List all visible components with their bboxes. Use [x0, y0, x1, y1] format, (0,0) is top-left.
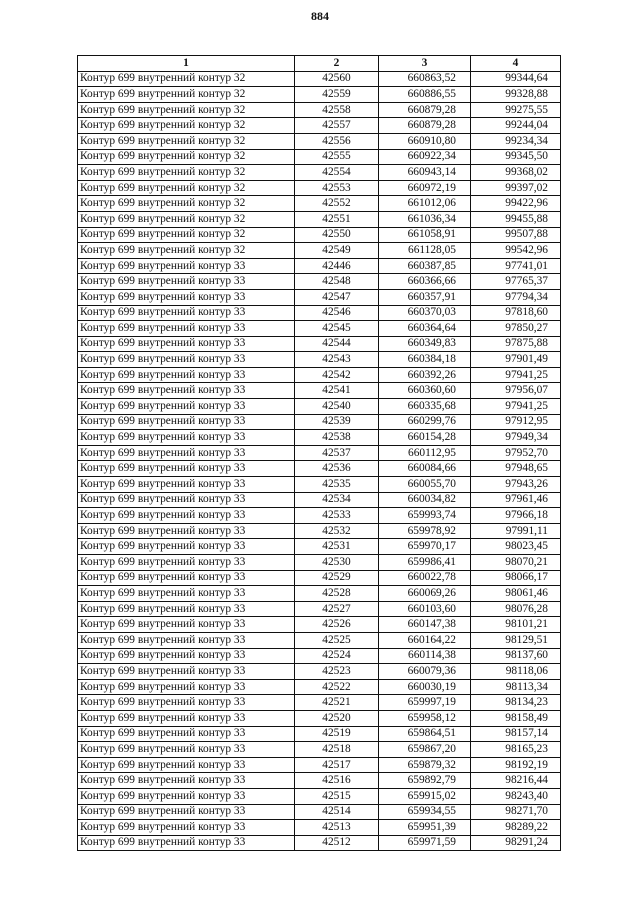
coordinate-y-cell: 99507,88: [471, 227, 561, 243]
table-row: [78, 679, 561, 695]
coordinate-y-cell: 99455,88: [471, 211, 561, 227]
contour-name-cell: Контур 699 внутренний контур 33: [78, 414, 295, 430]
coordinate-x-cell: 661036,34: [379, 211, 471, 227]
coordinate-y-cell: 99344,64: [471, 71, 561, 87]
coordinate-x-cell: 660349,83: [379, 336, 471, 352]
column-header: 3: [379, 56, 471, 72]
table-row: [78, 508, 561, 524]
table-row: [78, 710, 561, 726]
table-row: [78, 695, 561, 711]
coordinate-x-cell: 659892,79: [379, 773, 471, 789]
point-number-cell: 42537: [295, 445, 379, 461]
table-row: [78, 664, 561, 680]
point-number-cell: 42516: [295, 773, 379, 789]
coordinate-y-cell: 98101,21: [471, 617, 561, 633]
contour-name-cell: Контур 699 внутренний контур 33: [78, 742, 295, 758]
table-row: [78, 258, 561, 274]
table-row: [78, 243, 561, 259]
point-number-cell: 42550: [295, 227, 379, 243]
contour-name-cell: Контур 699 внутренний контур 33: [78, 445, 295, 461]
point-number-cell: 42530: [295, 555, 379, 571]
coordinate-y-cell: 98066,17: [471, 570, 561, 586]
point-number-cell: 42513: [295, 820, 379, 836]
coordinate-y-cell: 98137,60: [471, 648, 561, 664]
coordinate-x-cell: 659971,59: [379, 835, 471, 851]
coordinate-y-cell: 98216,44: [471, 773, 561, 789]
coordinate-y-cell: 98289,22: [471, 820, 561, 836]
contour-name-cell: Контур 699 внутренний контур 33: [78, 601, 295, 617]
coordinate-y-cell: 97912,95: [471, 414, 561, 430]
contour-name-cell: Контур 699 внутренний контур 32: [78, 227, 295, 243]
point-number-cell: 42529: [295, 570, 379, 586]
table-row: [78, 274, 561, 290]
coordinate-y-cell: 99397,02: [471, 180, 561, 196]
point-number-cell: 42558: [295, 102, 379, 118]
coordinate-x-cell: 660392,26: [379, 367, 471, 383]
point-number-cell: 42547: [295, 289, 379, 305]
point-number-cell: 42525: [295, 632, 379, 648]
coordinate-x-cell: 659879,32: [379, 757, 471, 773]
table-row: [78, 539, 561, 555]
point-number-cell: 42554: [295, 165, 379, 181]
point-number-cell: 42543: [295, 352, 379, 368]
coordinate-x-cell: 660164,22: [379, 632, 471, 648]
coordinate-x-cell: 660299,76: [379, 414, 471, 430]
coordinate-y-cell: 97991,11: [471, 523, 561, 539]
coordinate-y-cell: 97952,70: [471, 445, 561, 461]
table-row: [78, 445, 561, 461]
point-number-cell: 42524: [295, 648, 379, 664]
coordinate-x-cell: 660370,03: [379, 305, 471, 321]
coordinate-y-cell: 98157,14: [471, 726, 561, 742]
table-body: [78, 71, 561, 851]
contour-name-cell: Контур 699 внутренний контур 33: [78, 617, 295, 633]
coordinate-y-cell: 98291,24: [471, 835, 561, 851]
contour-name-cell: Контур 699 внутренний контур 32: [78, 196, 295, 212]
table-row: [78, 523, 561, 539]
coordinate-y-cell: 97765,37: [471, 274, 561, 290]
coordinate-y-cell: 99328,88: [471, 87, 561, 103]
contour-name-cell: Контур 699 внутренний контур 33: [78, 757, 295, 773]
table-row: [78, 430, 561, 446]
table-row: [78, 227, 561, 243]
table-row: [78, 196, 561, 212]
table-row: [78, 632, 561, 648]
table-row: [78, 617, 561, 633]
coordinate-y-cell: 97949,34: [471, 430, 561, 446]
coordinate-y-cell: 98165,23: [471, 742, 561, 758]
point-number-cell: 42552: [295, 196, 379, 212]
coordinate-y-cell: 97850,27: [471, 321, 561, 337]
point-number-cell: 42528: [295, 586, 379, 602]
coordinate-y-cell: 97941,25: [471, 399, 561, 415]
coordinate-x-cell: 660922,34: [379, 149, 471, 165]
point-number-cell: 42521: [295, 695, 379, 711]
coordinate-x-cell: 661128,05: [379, 243, 471, 259]
coordinate-x-cell: 660055,70: [379, 477, 471, 493]
coordinate-y-cell: 97875,88: [471, 336, 561, 352]
contour-name-cell: Контур 699 внутренний контур 33: [78, 726, 295, 742]
coordinate-x-cell: 659986,41: [379, 555, 471, 571]
coordinate-y-cell: 97741,01: [471, 258, 561, 274]
coordinate-x-cell: 659915,02: [379, 788, 471, 804]
table-row: [78, 414, 561, 430]
table-row: [78, 102, 561, 118]
table-row: [78, 461, 561, 477]
contour-name-cell: Контур 699 внутренний контур 32: [78, 149, 295, 165]
point-number-cell: 42520: [295, 710, 379, 726]
coordinate-y-cell: 97956,07: [471, 383, 561, 399]
contour-name-cell: Контур 699 внутренний контур 33: [78, 430, 295, 446]
table-row: [78, 555, 561, 571]
table-row: [78, 804, 561, 820]
coordinate-y-cell: 98118,06: [471, 664, 561, 680]
point-number-cell: 42526: [295, 617, 379, 633]
coordinate-y-cell: 99422,96: [471, 196, 561, 212]
coordinate-x-cell: 660863,52: [379, 71, 471, 87]
point-number-cell: 42522: [295, 679, 379, 695]
table-row: [78, 726, 561, 742]
contour-name-cell: Контур 699 внутренний контур 33: [78, 508, 295, 524]
contour-name-cell: Контур 699 внутренний контур 33: [78, 679, 295, 695]
table-row: [78, 742, 561, 758]
coordinate-x-cell: 660034,82: [379, 492, 471, 508]
point-number-cell: 42536: [295, 461, 379, 477]
page-number: 884: [311, 9, 329, 23]
table-row: [78, 757, 561, 773]
point-number-cell: 42517: [295, 757, 379, 773]
point-number-cell: 42557: [295, 118, 379, 134]
coordinate-x-cell: 660879,28: [379, 102, 471, 118]
table-row: [78, 71, 561, 87]
point-number-cell: 42542: [295, 367, 379, 383]
contour-name-cell: Контур 699 внутренний контур 33: [78, 570, 295, 586]
coordinate-x-cell: 660022,78: [379, 570, 471, 586]
coordinate-x-cell: 661058,91: [379, 227, 471, 243]
contour-name-cell: Контур 699 внутренний контур 32: [78, 211, 295, 227]
table-row: [78, 399, 561, 415]
coordinate-x-cell: 660360,60: [379, 383, 471, 399]
contour-name-cell: Контур 699 внутренний контур 33: [78, 632, 295, 648]
coordinate-y-cell: 97943,26: [471, 477, 561, 493]
coordinate-x-cell: 660154,28: [379, 430, 471, 446]
contour-name-cell: Контур 699 внутренний контур 33: [78, 820, 295, 836]
table-row: [78, 149, 561, 165]
coordinate-y-cell: 99275,55: [471, 102, 561, 118]
contour-name-cell: Контур 699 внутренний контур 33: [78, 399, 295, 415]
table-row: [78, 211, 561, 227]
coordinate-x-cell: 660079,36: [379, 664, 471, 680]
point-number-cell: 42539: [295, 414, 379, 430]
coordinate-x-cell: 660387,85: [379, 258, 471, 274]
coordinate-y-cell: 98271,70: [471, 804, 561, 820]
table-row: [78, 133, 561, 149]
table-row: [78, 180, 561, 196]
table-row: [78, 601, 561, 617]
coordinate-x-cell: 660084,66: [379, 461, 471, 477]
coordinate-y-cell: 97794,34: [471, 289, 561, 305]
contour-name-cell: Контур 699 внутренний контур 32: [78, 180, 295, 196]
contour-name-cell: Контур 699 внутренний контур 33: [78, 258, 295, 274]
point-number-cell: 42544: [295, 336, 379, 352]
contour-name-cell: Контур 699 внутренний контур 33: [78, 383, 295, 399]
coordinate-y-cell: 99234,34: [471, 133, 561, 149]
coordinate-x-cell: 661012,06: [379, 196, 471, 212]
coordinate-x-cell: 659978,92: [379, 523, 471, 539]
point-number-cell: 42531: [295, 539, 379, 555]
coordinate-x-cell: 660886,55: [379, 87, 471, 103]
coordinate-y-cell: 99345,50: [471, 149, 561, 165]
point-number-cell: 42540: [295, 399, 379, 415]
table-row: [78, 289, 561, 305]
coordinate-x-cell: 659934,55: [379, 804, 471, 820]
point-number-cell: 42515: [295, 788, 379, 804]
point-number-cell: 42560: [295, 71, 379, 87]
coordinate-x-cell: 659951,39: [379, 820, 471, 836]
coordinate-y-cell: 97901,49: [471, 352, 561, 368]
contour-name-cell: Контур 699 внутренний контур 33: [78, 835, 295, 851]
coordinate-x-cell: 660147,38: [379, 617, 471, 633]
contour-name-cell: Контур 699 внутренний контур 33: [78, 305, 295, 321]
table-row: [78, 352, 561, 368]
point-number-cell: 42553: [295, 180, 379, 196]
coordinate-x-cell: 660103,60: [379, 601, 471, 617]
coordinate-x-cell: 660069,26: [379, 586, 471, 602]
table-row: [78, 305, 561, 321]
coordinate-x-cell: 660879,28: [379, 118, 471, 134]
coordinate-x-cell: 659997,19: [379, 695, 471, 711]
coordinate-x-cell: 660335,68: [379, 399, 471, 415]
contour-name-cell: Контур 699 внутренний контур 33: [78, 336, 295, 352]
point-number-cell: 42523: [295, 664, 379, 680]
coordinate-x-cell: 660366,66: [379, 274, 471, 290]
point-number-cell: 42533: [295, 508, 379, 524]
column-header: 4: [471, 56, 561, 72]
coordinate-y-cell: 98192,19: [471, 757, 561, 773]
coordinate-y-cell: 98076,28: [471, 601, 561, 617]
coordinate-x-cell: 659970,17: [379, 539, 471, 555]
coordinate-x-cell: 660943,14: [379, 165, 471, 181]
point-number-cell: 42512: [295, 835, 379, 851]
contour-name-cell: Контур 699 внутренний контур 33: [78, 804, 295, 820]
point-number-cell: 42545: [295, 321, 379, 337]
table-row: [78, 87, 561, 103]
contour-name-cell: Контур 699 внутренний контур 32: [78, 102, 295, 118]
coordinate-y-cell: 97818,60: [471, 305, 561, 321]
contour-name-cell: Контур 699 внутренний контур 33: [78, 461, 295, 477]
contour-name-cell: Контур 699 внутренний контур 33: [78, 695, 295, 711]
coordinate-y-cell: 98129,51: [471, 632, 561, 648]
contour-name-cell: Контур 699 внутренний контур 33: [78, 664, 295, 680]
table-row: [78, 492, 561, 508]
point-number-cell: 42527: [295, 601, 379, 617]
point-number-cell: 42518: [295, 742, 379, 758]
point-number-cell: 42548: [295, 274, 379, 290]
contour-name-cell: Контур 699 внутренний контур 33: [78, 555, 295, 571]
table-row: [78, 570, 561, 586]
table-row: [78, 773, 561, 789]
coordinate-x-cell: 660357,91: [379, 289, 471, 305]
contour-name-cell: Контур 699 внутренний контур 33: [78, 477, 295, 493]
coordinate-x-cell: 660364,64: [379, 321, 471, 337]
coordinate-y-cell: 99542,96: [471, 243, 561, 259]
point-number-cell: 42556: [295, 133, 379, 149]
contour-name-cell: Контур 699 внутренний контур 33: [78, 710, 295, 726]
coordinate-y-cell: 98113,34: [471, 679, 561, 695]
coordinate-x-cell: 660030,19: [379, 679, 471, 695]
coordinate-x-cell: 660972,19: [379, 180, 471, 196]
coordinate-y-cell: 98061,46: [471, 586, 561, 602]
contour-name-cell: Контур 699 внутренний контур 33: [78, 492, 295, 508]
point-number-cell: 42514: [295, 804, 379, 820]
point-number-cell: 42559: [295, 87, 379, 103]
contour-name-cell: Контур 699 внутренний контур 33: [78, 321, 295, 337]
contour-name-cell: Контур 699 внутренний контур 33: [78, 773, 295, 789]
contour-name-cell: Контур 699 внутренний контур 32: [78, 87, 295, 103]
contour-name-cell: Контур 699 внутренний контур 32: [78, 243, 295, 259]
column-header: 2: [295, 56, 379, 72]
point-number-cell: 42549: [295, 243, 379, 259]
contour-name-cell: Контур 699 внутренний контур 32: [78, 118, 295, 134]
point-number-cell: 42538: [295, 430, 379, 446]
coordinate-y-cell: 97966,18: [471, 508, 561, 524]
table-row: [78, 367, 561, 383]
contour-name-cell: Контур 699 внутренний контур 33: [78, 367, 295, 383]
coordinate-y-cell: 97941,25: [471, 367, 561, 383]
table-row: [78, 165, 561, 181]
contour-name-cell: Контур 699 внутренний контур 33: [78, 539, 295, 555]
coordinates-table: [77, 55, 561, 851]
table-row: [78, 648, 561, 664]
table-row: [78, 835, 561, 851]
point-number-cell: 42555: [295, 149, 379, 165]
contour-name-cell: Контур 699 внутренний контур 33: [78, 289, 295, 305]
coordinate-x-cell: 659864,51: [379, 726, 471, 742]
coordinate-x-cell: 660114,38: [379, 648, 471, 664]
table-header-row: [78, 56, 561, 72]
contour-name-cell: Контур 699 внутренний контур 33: [78, 274, 295, 290]
point-number-cell: 42541: [295, 383, 379, 399]
contour-name-cell: Контур 699 внутренний контур 33: [78, 648, 295, 664]
coordinate-y-cell: 98023,45: [471, 539, 561, 555]
table-row: [78, 118, 561, 134]
table-row: [78, 321, 561, 337]
coordinate-y-cell: 98134,23: [471, 695, 561, 711]
table-row: [78, 586, 561, 602]
coordinate-x-cell: 660384,18: [379, 352, 471, 368]
coordinate-x-cell: 660112,95: [379, 445, 471, 461]
coordinate-x-cell: 659867,20: [379, 742, 471, 758]
point-number-cell: 42534: [295, 492, 379, 508]
table-row: [78, 383, 561, 399]
contour-name-cell: Контур 699 внутренний контур 32: [78, 165, 295, 181]
coordinate-y-cell: 97948,65: [471, 461, 561, 477]
column-header: 1: [78, 56, 295, 72]
coordinate-y-cell: 98158,49: [471, 710, 561, 726]
coordinate-y-cell: 99244,04: [471, 118, 561, 134]
coordinate-x-cell: 660910,80: [379, 133, 471, 149]
coordinate-y-cell: 97961,46: [471, 492, 561, 508]
coordinate-x-cell: 659993,74: [379, 508, 471, 524]
coordinate-y-cell: 98070,21: [471, 555, 561, 571]
table-row: [78, 336, 561, 352]
table-row: [78, 788, 561, 804]
contour-name-cell: Контур 699 внутренний контур 33: [78, 788, 295, 804]
table-row: [78, 477, 561, 493]
contour-name-cell: Контур 699 внутренний контур 33: [78, 352, 295, 368]
contour-name-cell: Контур 699 внутренний контур 33: [78, 586, 295, 602]
coordinate-x-cell: 659958,12: [379, 710, 471, 726]
point-number-cell: 42546: [295, 305, 379, 321]
contour-name-cell: Контур 699 внутренний контур 32: [78, 133, 295, 149]
contour-name-cell: Контур 699 внутренний контур 32: [78, 71, 295, 87]
coordinate-y-cell: 99368,02: [471, 165, 561, 181]
point-number-cell: 42535: [295, 477, 379, 493]
coordinate-y-cell: 98243,40: [471, 788, 561, 804]
point-number-cell: 42519: [295, 726, 379, 742]
point-number-cell: 42551: [295, 211, 379, 227]
point-number-cell: 42532: [295, 523, 379, 539]
contour-name-cell: Контур 699 внутренний контур 33: [78, 523, 295, 539]
point-number-cell: 42446: [295, 258, 379, 274]
table-row: [78, 820, 561, 836]
